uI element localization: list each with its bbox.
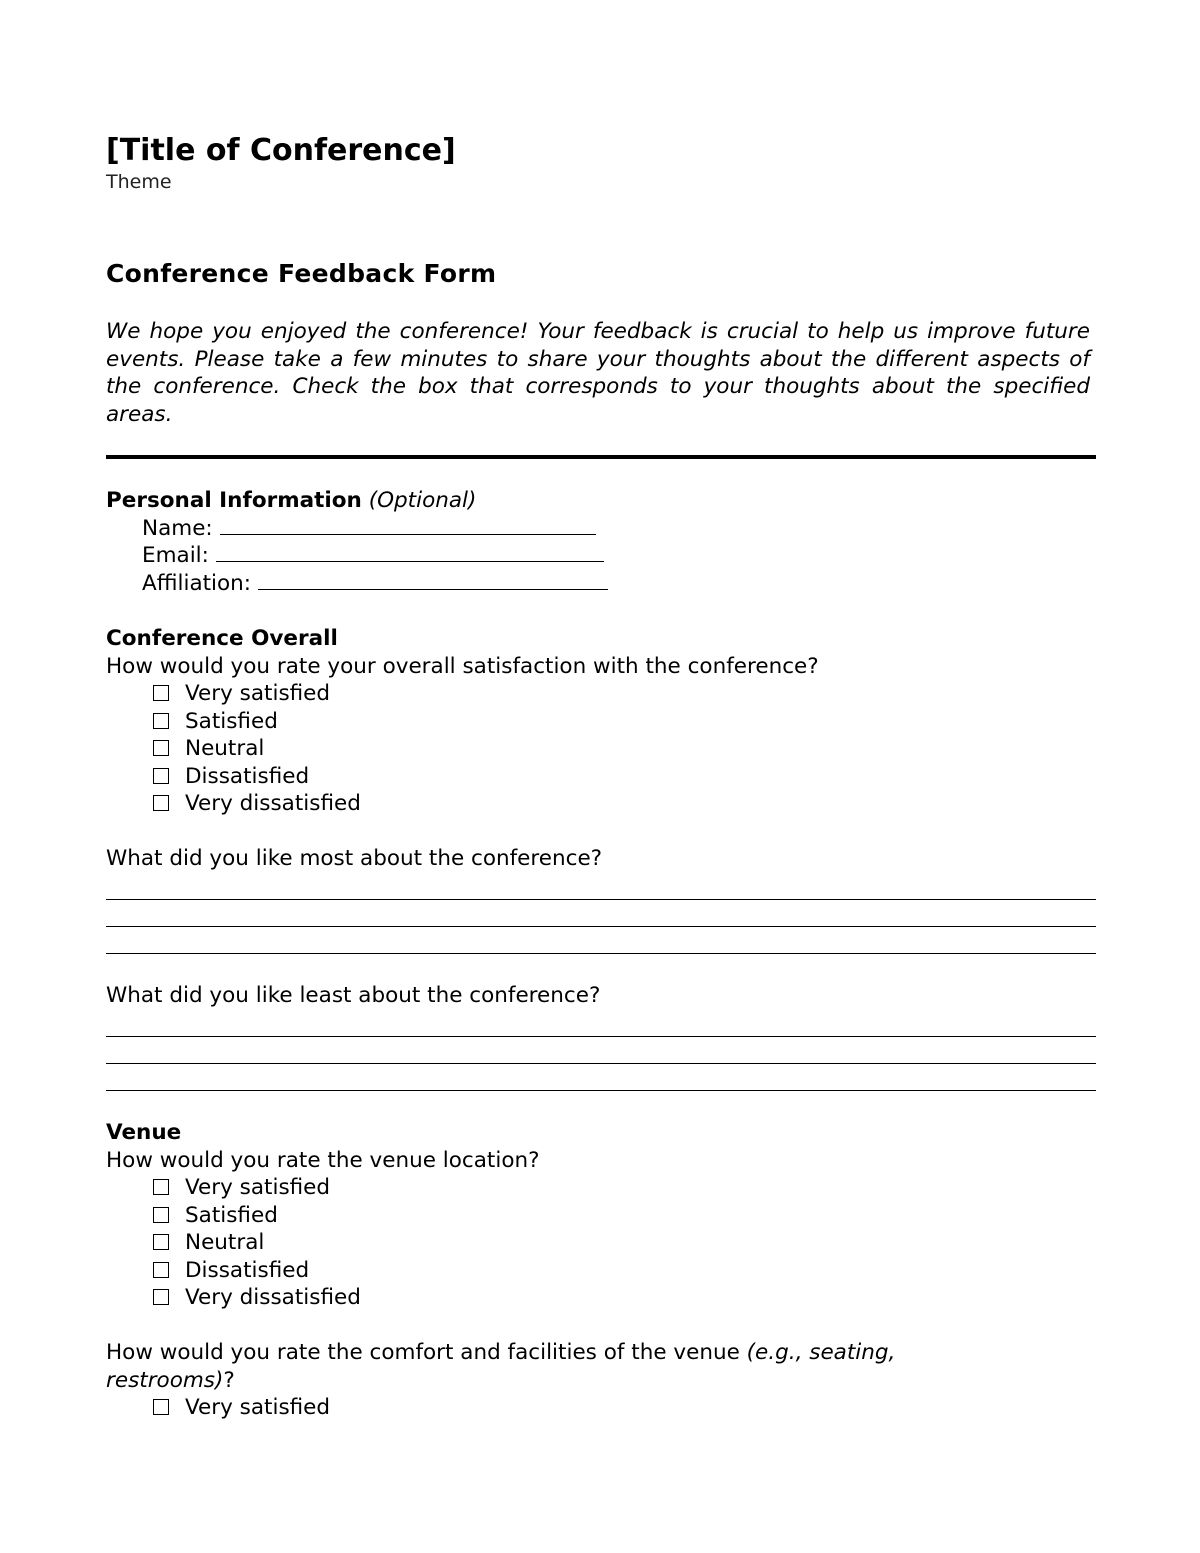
personal-info-title: Personal Information [106,488,362,513]
option-label: Dissatisfied [185,763,310,789]
name-label: Name: [142,515,213,541]
checkbox[interactable] [153,1179,169,1195]
email-field[interactable] [216,543,604,562]
venue-heading: Venue [106,1120,182,1145]
option-label: Dissatisfied [185,1257,310,1283]
option-row[interactable] [106,1202,1096,1230]
option-label: Satisfied [185,1202,278,1228]
like-least-question: What did you like least about the conference? [106,983,601,1008]
affiliation-row [106,570,1096,598]
option-label: Very dissatisfied [185,1285,361,1310]
checkbox[interactable] [153,1399,169,1415]
checkbox[interactable] [153,1262,169,1278]
checkbox[interactable] [153,1234,169,1250]
checkbox[interactable] [153,713,169,729]
option-label: Very satisfied [185,1395,331,1420]
comfort-question-text: How would you rate the comfort and facilities of the venue [106,1340,747,1365]
email-label: Email: [142,543,209,568]
conference-title: [Title of Conference] [106,133,456,168]
like-most-section [106,845,1096,954]
comfort-question-end: ? [223,1367,235,1393]
option-row[interactable] [106,763,1096,791]
option-label: Very satisfied [185,681,331,706]
option-label: Very dissatisfied [185,791,361,816]
option-row[interactable] [106,708,1096,736]
email-row [106,542,1096,570]
section-divider [106,455,1096,459]
option-row[interactable] [106,1394,1096,1422]
affiliation-field[interactable] [258,571,608,590]
like-most-question: What did you like most about the conference? [106,846,603,871]
option-row[interactable] [106,735,1096,763]
checkbox[interactable] [153,1289,169,1305]
option-row[interactable] [106,790,1096,818]
checkbox[interactable] [153,768,169,784]
option-label: Very satisfied [185,1175,331,1200]
like-least-section [106,982,1096,1091]
answer-line[interactable] [106,1010,1096,1037]
option-label: Neutral [185,1230,265,1255]
name-row [106,515,1096,543]
personal-info-section [106,487,1096,597]
checkbox[interactable] [153,740,169,756]
option-row[interactable] [106,1229,1096,1257]
conference-overall-section [106,625,1096,818]
option-label: Neutral [185,736,265,761]
answer-line[interactable] [106,873,1096,900]
answer-line[interactable] [106,1037,1096,1064]
optional-note: (Optional) [368,488,477,513]
overall-question: How would you rate your overall satisfaction with the conference? [106,653,819,679]
venue-question: How would you rate the venue location? [106,1147,540,1173]
answer-line[interactable] [106,927,1096,954]
option-row[interactable] [106,1174,1096,1202]
venue-comfort-section [106,1339,1096,1422]
option-row[interactable] [106,1284,1096,1312]
personal-info-heading [106,487,1096,515]
name-field[interactable] [220,516,596,535]
checkbox[interactable] [153,1207,169,1223]
checkbox[interactable] [153,795,169,811]
option-row[interactable] [106,1257,1096,1285]
conference-theme: Theme [106,171,172,193]
option-label: Satisfied [185,708,278,734]
intro-paragraph: We hope you enjoyed the conference! Your feedback is crucial to help us improve future events. Please take a few minutes to share your thoughts about the different aspects of the conference. Check the box that corresponds to your thoughts about the specified areas. [106,319,1090,427]
comfort-question [106,1339,986,1394]
overall-heading: Conference Overall [106,626,338,651]
venue-section [106,1119,1096,1312]
checkbox[interactable] [153,685,169,701]
option-row[interactable] [106,680,1096,708]
answer-line[interactable] [106,1064,1096,1091]
answer-line[interactable] [106,900,1096,927]
form-title: Conference Feedback Form [106,259,497,288]
comfort-question-example: (e.g., seating, restrooms) [106,1340,896,1393]
affiliation-label: Affiliation: [142,570,252,596]
